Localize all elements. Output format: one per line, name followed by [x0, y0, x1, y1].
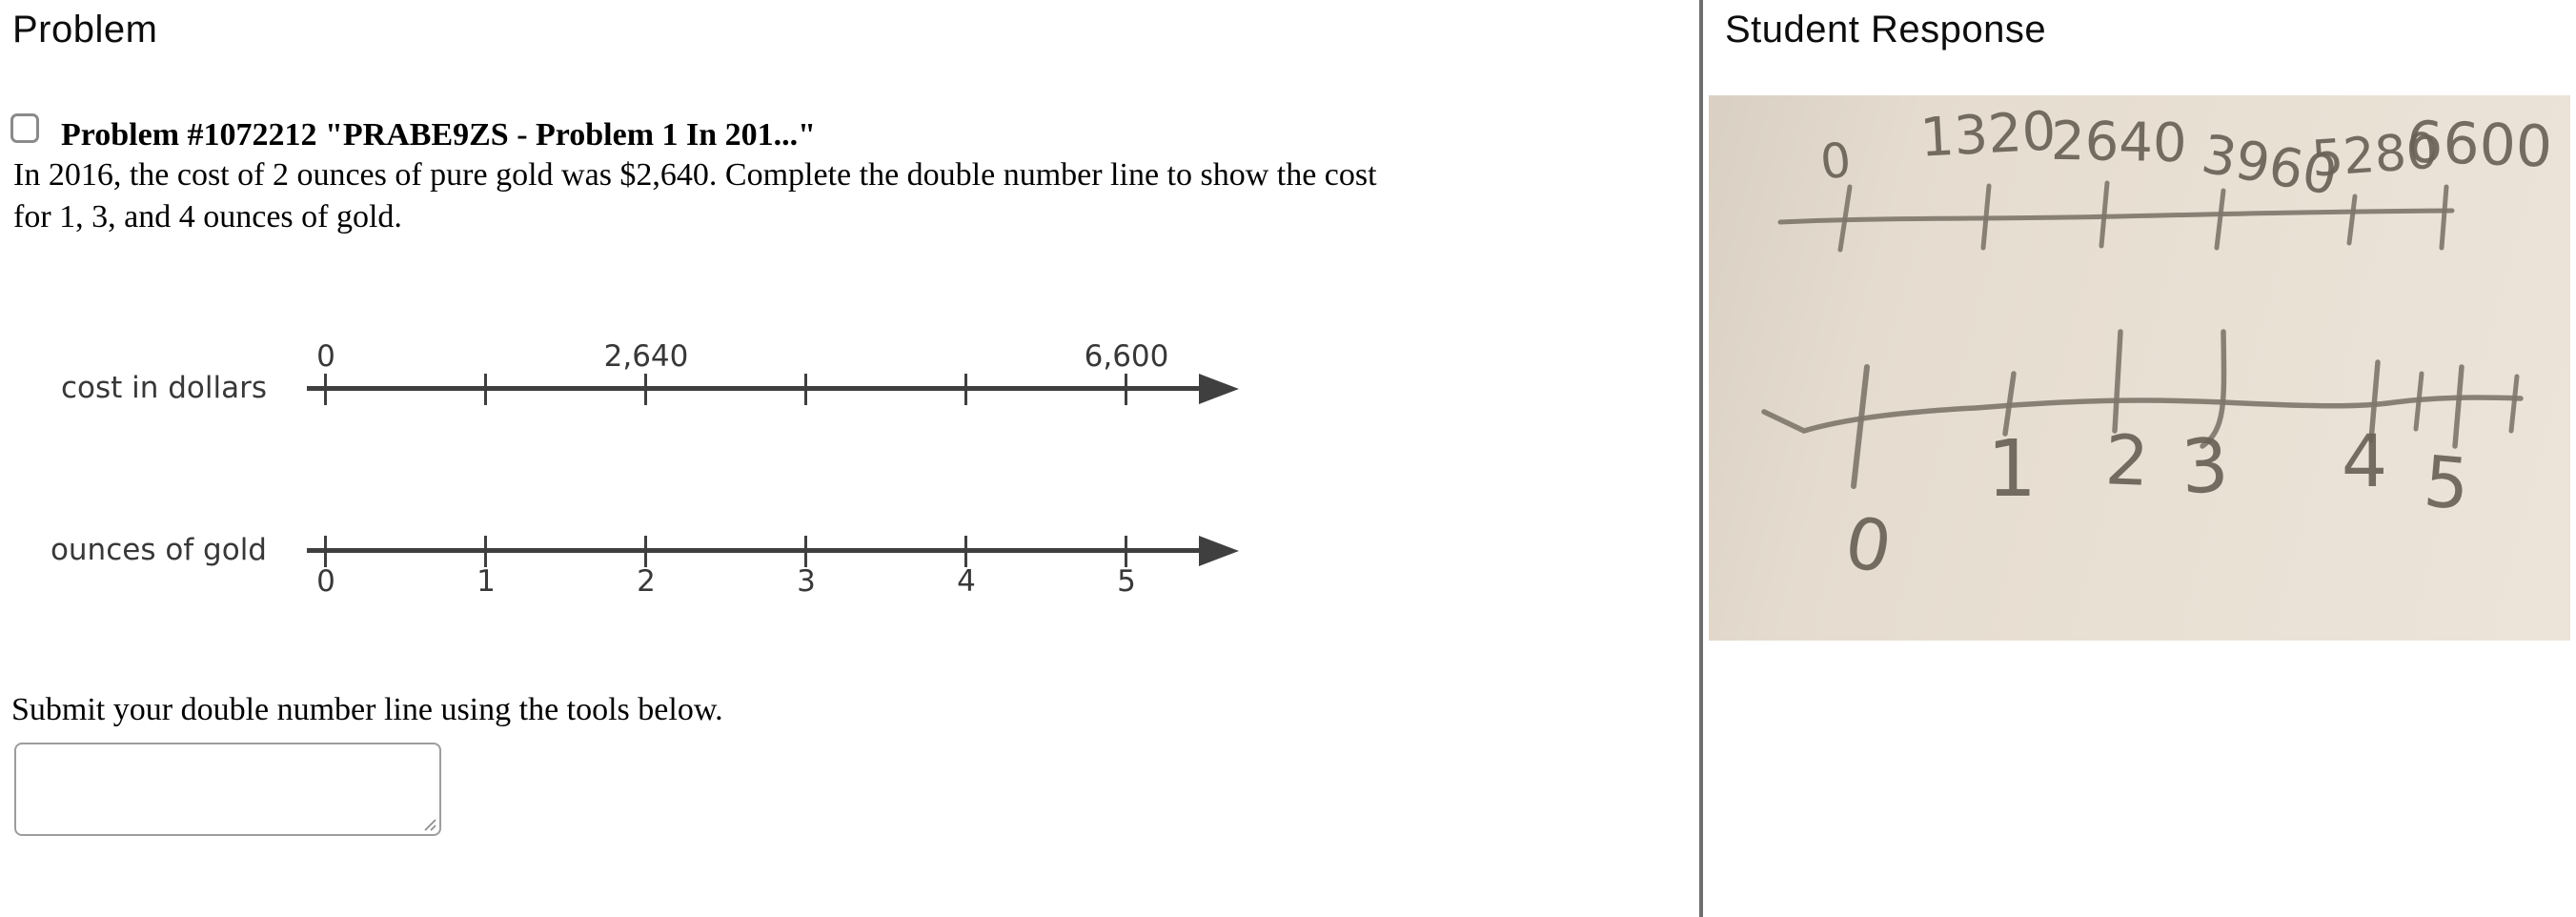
ounces-number-line [307, 548, 1203, 553]
ounces-tick [484, 536, 487, 567]
cost-row-label: cost in dollars [60, 371, 267, 405]
ounces-tick-label-2: 2 [637, 564, 656, 599]
answer-area [14, 743, 441, 836]
ounces-row-label: ounces of gold [50, 533, 267, 567]
cost-number-line [307, 386, 1203, 391]
cost-tick [324, 374, 327, 405]
handwritten-value: 6600 [2405, 109, 2554, 181]
handwritten-value: 4 [2341, 418, 2388, 503]
handwritten-double-number-line [1709, 95, 2570, 641]
cost-line-arrow-icon [1199, 374, 1239, 404]
ounces-tick [804, 536, 807, 567]
ounces-tick-label-5: 5 [1117, 564, 1136, 599]
problem-title: Problem #1072212 "PRABE9ZS - Problem 1 In 201..." [61, 117, 817, 153]
ounces-tick-label-4: 4 [957, 564, 976, 599]
handwritten-bottom-tick [1854, 367, 1867, 486]
double-number-line-diagram [0, 324, 1296, 610]
ounces-tick [1125, 536, 1127, 567]
problem-text-line1: In 2016, the cost of 2 ounces of pure gold was $2,640. Complete the double number line to show the cost [13, 157, 1377, 193]
ounces-tick-label-0: 0 [316, 564, 335, 599]
cost-tick [804, 374, 807, 405]
handwritten-top-tick [2217, 191, 2223, 248]
answer-textarea[interactable] [14, 743, 441, 836]
handwritten-bottom-tick [2115, 332, 2120, 431]
panel-divider [1699, 0, 1703, 917]
ounces-tick [644, 536, 647, 567]
problem-text-line2: for 1, 3, and 4 ounces of gold. [13, 199, 402, 234]
handwritten-value: 3 [2179, 422, 2231, 512]
problem-checkbox[interactable] [10, 113, 39, 143]
cost-tick-label-0: 0 [316, 339, 335, 374]
cost-tick [644, 374, 647, 405]
handwritten-bottom-tick [2416, 374, 2422, 429]
cost-tick [964, 374, 967, 405]
cost-tick-label-6600: 6,600 [1084, 339, 1169, 374]
handwritten-bottom-tick [2455, 367, 2462, 446]
cost-tick [1125, 374, 1127, 405]
handwritten-value: 2640 [2050, 110, 2188, 175]
ounces-tick-label-3: 3 [797, 564, 816, 599]
handwritten-value: 1320 [1918, 100, 2058, 170]
ounces-tick [324, 536, 327, 567]
handwritten-value: 3960 [2197, 123, 2343, 209]
handwritten-value: 0 [1817, 132, 1855, 191]
ounces-tick [964, 536, 967, 567]
submit-instruction: Submit your double number line using the tools below. [11, 692, 723, 727]
handwritten-top-tick [2101, 183, 2107, 246]
handwritten-top-tick [2349, 196, 2355, 243]
handwritten-bottom-tick [2511, 377, 2517, 431]
handwritten-top-tick [2442, 187, 2446, 248]
cost-tick [484, 374, 487, 405]
handwritten-value: 5280 [2309, 122, 2440, 189]
handwritten-top-tick [1983, 186, 1989, 248]
handwritten-value: 1 [1986, 424, 2038, 515]
ounces-tick-label-1: 1 [477, 564, 496, 599]
handwritten-value: 0 [1838, 500, 1897, 590]
student-response-heading: Student Response [1725, 9, 2047, 51]
ounces-line-arrow-icon [1199, 536, 1239, 566]
handwritten-value: 2 [2103, 419, 2151, 501]
cost-tick-label-2640: 2,640 [603, 339, 689, 374]
student-work-photo [1709, 95, 2570, 641]
problem-panel-heading: Problem [12, 9, 158, 51]
handwritten-value: 5 [2420, 440, 2473, 526]
